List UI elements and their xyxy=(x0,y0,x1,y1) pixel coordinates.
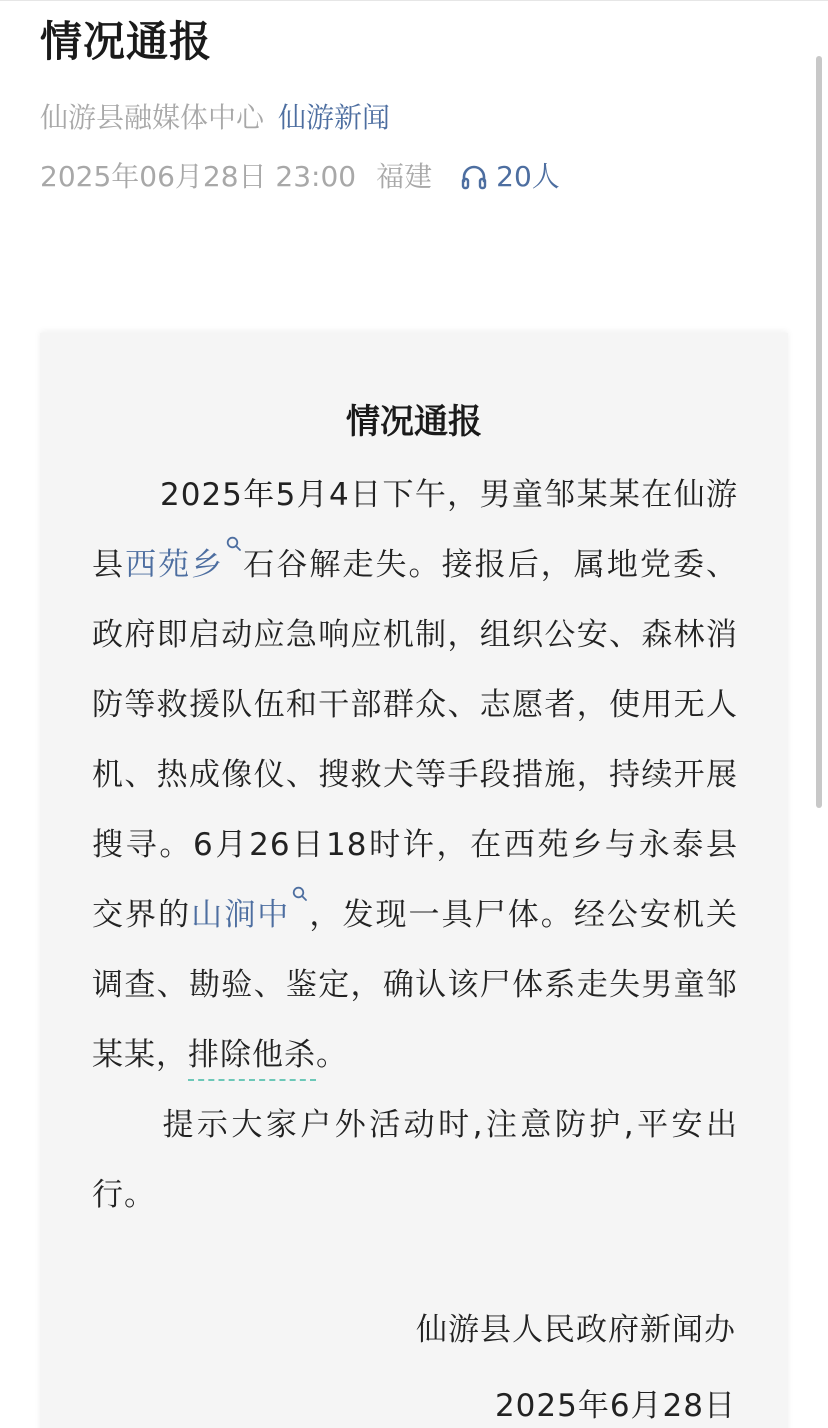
article-source-line xyxy=(40,98,390,138)
para1-text-1: 2025年5月4日下午，男童邹某某在仙游县 xyxy=(92,477,738,583)
publish-location: 福建 xyxy=(376,160,433,193)
para2-text: 提示大家户外活动时,注意防护,平安出行。 xyxy=(92,1107,738,1213)
keyword-link-shanjian[interactable] xyxy=(191,897,308,933)
notice-paragraph-1 xyxy=(92,460,738,1090)
para1-text-2: 石谷解走失。接报后，属地党委、政府即启动应急响应机制，组织公安、森林消防等救援队伍和干部群众、志愿者，使用无人机、热成像仪、搜救犬等手段措施，持续开展搜寻。6月26日18时许，在西苑乡与永泰县交界的 xyxy=(92,547,739,933)
keyword-text: 山涧中 xyxy=(191,897,291,933)
publish-datetime: 2025年06月28日 23:00 xyxy=(40,160,357,193)
para1-text-3: ，发现一具尸体。经公安机关调查、勘验、鉴定，确认该尸体系走失男童邹某某， xyxy=(92,897,739,1073)
keyword-underline-term[interactable]: 排除他杀 xyxy=(188,1037,316,1081)
signature-organization: 仙游县人民政府新闻办 xyxy=(416,1312,736,1348)
article-meta-line xyxy=(40,157,560,197)
channel-link[interactable]: 仙游新闻 xyxy=(278,101,391,134)
search-icon xyxy=(292,886,308,902)
article-title: 情况通报 xyxy=(40,17,213,66)
listen-button[interactable] xyxy=(460,157,560,197)
keyword-text: 西苑乡 xyxy=(125,547,225,583)
notice-title: 情况通报 xyxy=(346,402,482,442)
search-icon xyxy=(226,536,242,552)
headphones-icon xyxy=(460,164,488,190)
keyword-link-xiyuan[interactable] xyxy=(125,547,242,583)
notice-paragraph-2 xyxy=(92,1090,738,1230)
signature-date: 2025年6月28日 xyxy=(494,1388,736,1424)
top-divider xyxy=(0,0,828,1)
listen-count: 20人 xyxy=(496,160,560,193)
para1-text-4: 。 xyxy=(316,1037,348,1073)
source-name: 仙游县融媒体中心 xyxy=(40,101,265,134)
